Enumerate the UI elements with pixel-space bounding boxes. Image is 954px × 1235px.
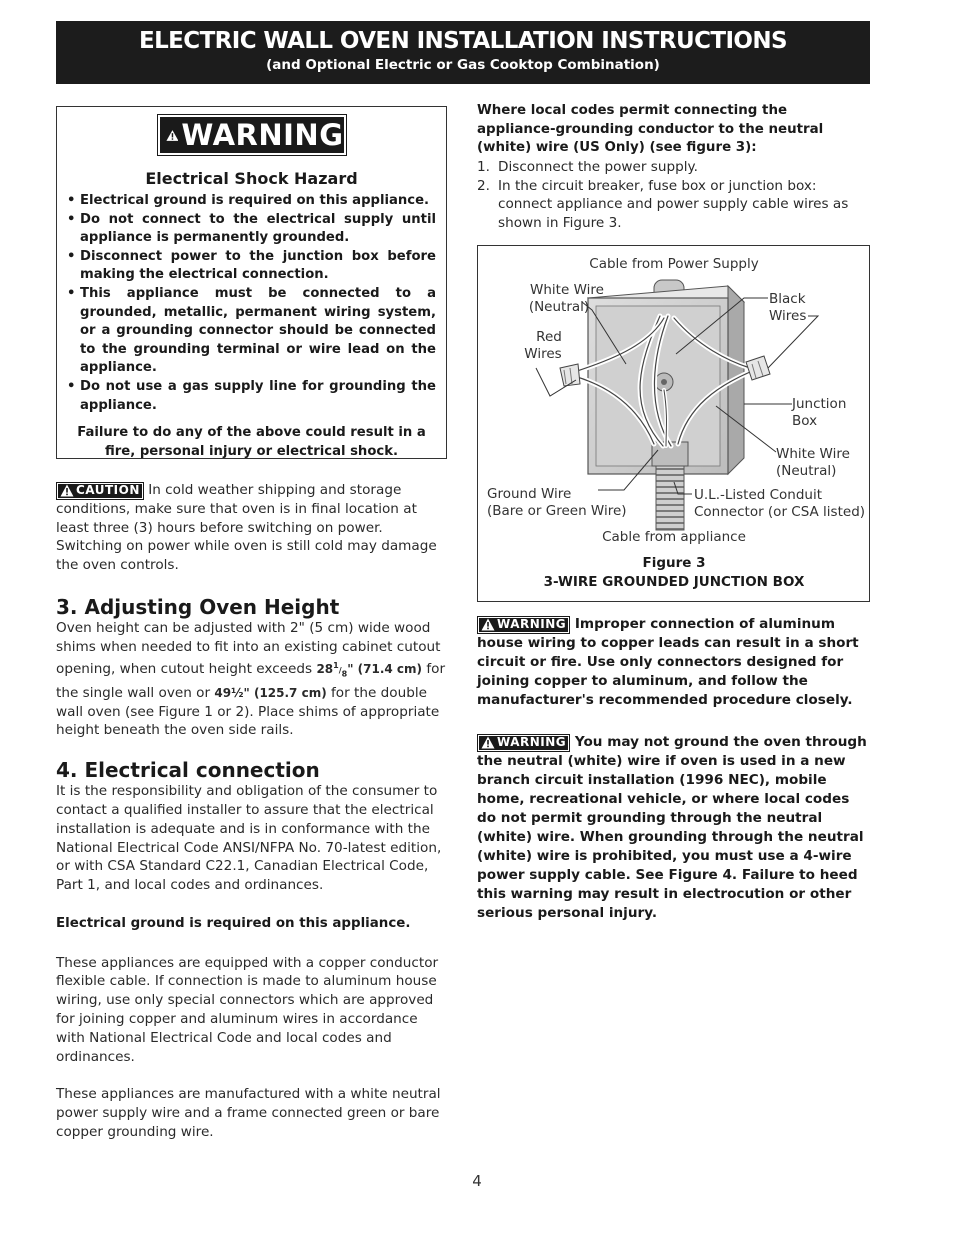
label-black-wires-2: Wires	[769, 308, 807, 324]
size-rest: " (71.4 cm)	[347, 661, 423, 676]
aluminum-wiring-warning	[477, 615, 870, 710]
warning-badge-label: WARNING	[497, 617, 567, 631]
section-4-para-2: These appliances are equipped with a copper conductor flexible cable. If connection is made to aluminum house wiring, use only special connectors which are approved for joining copper and aluminum wires in accordance with National Electrical Code and local codes and ordinances.	[56, 954, 439, 1065]
wire-nut-left	[560, 364, 580, 386]
figure-caption-number: Figure 3	[642, 555, 706, 571]
left-column	[56, 106, 449, 1142]
neutral-ground-warning	[477, 733, 870, 923]
size-fraction-den: 8	[341, 668, 348, 678]
step-text: In the circuit breaker, fuse box or junction box: connect appliance and power supply cable wires as shown in Figure 3.	[498, 177, 849, 232]
right-column	[477, 102, 870, 233]
cutout-size-single: $28^1/_8$" (71.4 cm)	[316, 660, 423, 678]
step-number: 2.	[477, 177, 490, 194]
caution-badge	[56, 482, 144, 500]
label-red-wires: Red	[536, 329, 562, 345]
warning-2-text: You may not ground the oven through the neutral (white) wire if oven is used in a new branch circuit installation (1996 NEC), mobile home, recreational vehicle, or where local codes do not permit grounding through the neutral (white) wire. When grounding through the neutral (white) wire is prohibited, you must use a 4-wire power supply cable. See Figure 4. Failure to heed this warning may result in electrocution or other serious personal injury.	[477, 734, 867, 921]
warning-badge	[477, 616, 570, 634]
label-ground-wire-2: (Bare or Green Wire)	[487, 503, 627, 519]
failure-note: Failure to do any of the above could result in a fire, personal injury or electrical shock.	[77, 425, 426, 459]
wire-nut-right	[746, 356, 770, 380]
caution-paragraph	[56, 481, 449, 575]
section-3-text-c: for the double wall oven (see Figure 1 or 2). Place shims of appropriate height beneath the oven side rails.	[56, 684, 440, 739]
size-whole: 28	[316, 661, 334, 676]
grounding-steps	[477, 158, 870, 233]
section-4-para-1: It is the responsibility and obligation of the consumer to contact a qualified installer to assure that the electrical installation is adequate and is in conformance with the National Electrical Code ANSI/NFPA No. 70-latest edition, or with CSA Standard C22.1, Canadian Electrical Code, Part 1, and local codes and ordinances.	[56, 783, 442, 894]
list-item	[477, 177, 870, 233]
label-white-wire-bot-2: (Neutral)	[776, 463, 837, 479]
label-junction-box: Junction	[792, 396, 847, 412]
label-white-wire-top-2: (Neutral)	[528, 299, 590, 315]
label-red-wires-2: Wires	[524, 346, 562, 362]
list-item	[477, 158, 870, 177]
warning-triangle-icon	[60, 484, 74, 497]
label-cable-appliance: Cable from appliance	[602, 529, 746, 545]
electrical-shock-warning-box	[56, 106, 447, 459]
section-3-text-a: Oven height can be adjusted with 2" (5 cm) wide wood shims when needed to fit into an existing cabinet cutout opening, when cutout height exceeds	[56, 619, 441, 677]
warning-1-text: Improper connection of aluminum house wiring to copper leads can result in a short circuit or fire. Use only connectors designed for joining copper to aluminum, and follow the manufacturer's recommended procedure closely.	[477, 616, 859, 708]
warning-triangle-icon	[481, 736, 495, 749]
step-text: Disconnect the power supply.	[498, 158, 698, 175]
ground-required-note: Electrical ground is required on this appliance.	[56, 915, 411, 931]
label-conduit: U.L.-Listed Conduit	[694, 487, 823, 503]
warning-label: WARNING	[181, 117, 344, 152]
section-4-heading: 4. Electrical connection	[56, 758, 320, 783]
list-item: • This appliance must be connected to a grounded, metallic, permanent wiring system, or a grounding connector should be connected to the grounding terminal or wire lead on the appliance.	[67, 285, 436, 378]
section-3-heading: 3. Adjusting Oven Height	[56, 594, 340, 619]
caution-text: In cold weather shipping and storage conditions, make sure that oven is in final location at least three (3) hours before switching on power. Switching on power while oven is still cold may damage the oven controls.	[56, 482, 437, 574]
label-white-wire-bot: White Wire	[776, 446, 850, 462]
step-number: 1.	[477, 158, 490, 175]
hazard-heading: Electrical Shock Hazard	[145, 169, 358, 188]
list-item: • Electrical ground is required on this appliance.	[67, 192, 436, 211]
section-3-text-b: for the single wall oven or	[56, 660, 446, 701]
label-ground-wire: Ground Wire	[487, 486, 572, 502]
page-title: ELECTRIC WALL OVEN INSTALLATION INSTRUCTIONS	[139, 28, 787, 54]
label-junction-box-2: Box	[792, 413, 818, 429]
warning-badge-label: WARNING	[497, 735, 567, 749]
figure-caption-title: 3-WIRE GROUNDED JUNCTION BOX	[543, 574, 805, 590]
warning-triangle-icon	[481, 618, 495, 631]
warning-banner	[158, 115, 346, 155]
list-item: • Do not use a gas supply line for grounding the appliance.	[67, 378, 436, 415]
list-item: • Disconnect power to the junction box before making the electrical connection.	[67, 248, 436, 285]
grounding-intro: Where local codes permit connecting the appliance-grounding conductor to the neutral (white) wire (US Only) (see figure 3):	[477, 103, 824, 156]
list-item: • Do not connect to the electrical supply until appliance is permanently grounded.	[67, 211, 436, 248]
figure-3-box	[477, 245, 870, 602]
warning-badge	[477, 734, 570, 752]
hazard-list	[67, 192, 436, 415]
label-white-wire-top: White Wire	[530, 282, 604, 298]
label-conduit-2: Connector (or CSA listed)	[694, 504, 866, 520]
page-header	[56, 21, 870, 84]
appliance-cable	[656, 466, 684, 530]
section-3-paragraph	[56, 619, 449, 740]
label-cable-power: Cable from Power Supply	[589, 256, 759, 272]
label-black-wires: Black	[769, 291, 806, 307]
junction-box-diagram	[478, 246, 869, 601]
cutout-size-double: 49½" (125.7 cm)	[214, 685, 327, 700]
section-4-para-3: These appliances are manufactured with a white neutral power supply wire and a frame connected green or bare copper grounding wire.	[56, 1086, 441, 1140]
page-subtitle: (and Optional Electric or Gas Cooktop Combination)	[266, 57, 660, 73]
page-number: 4	[472, 1172, 482, 1190]
size-fraction-num: 1	[333, 660, 339, 670]
caution-label: CAUTION	[76, 483, 140, 498]
warning-triangle-icon	[166, 122, 179, 149]
